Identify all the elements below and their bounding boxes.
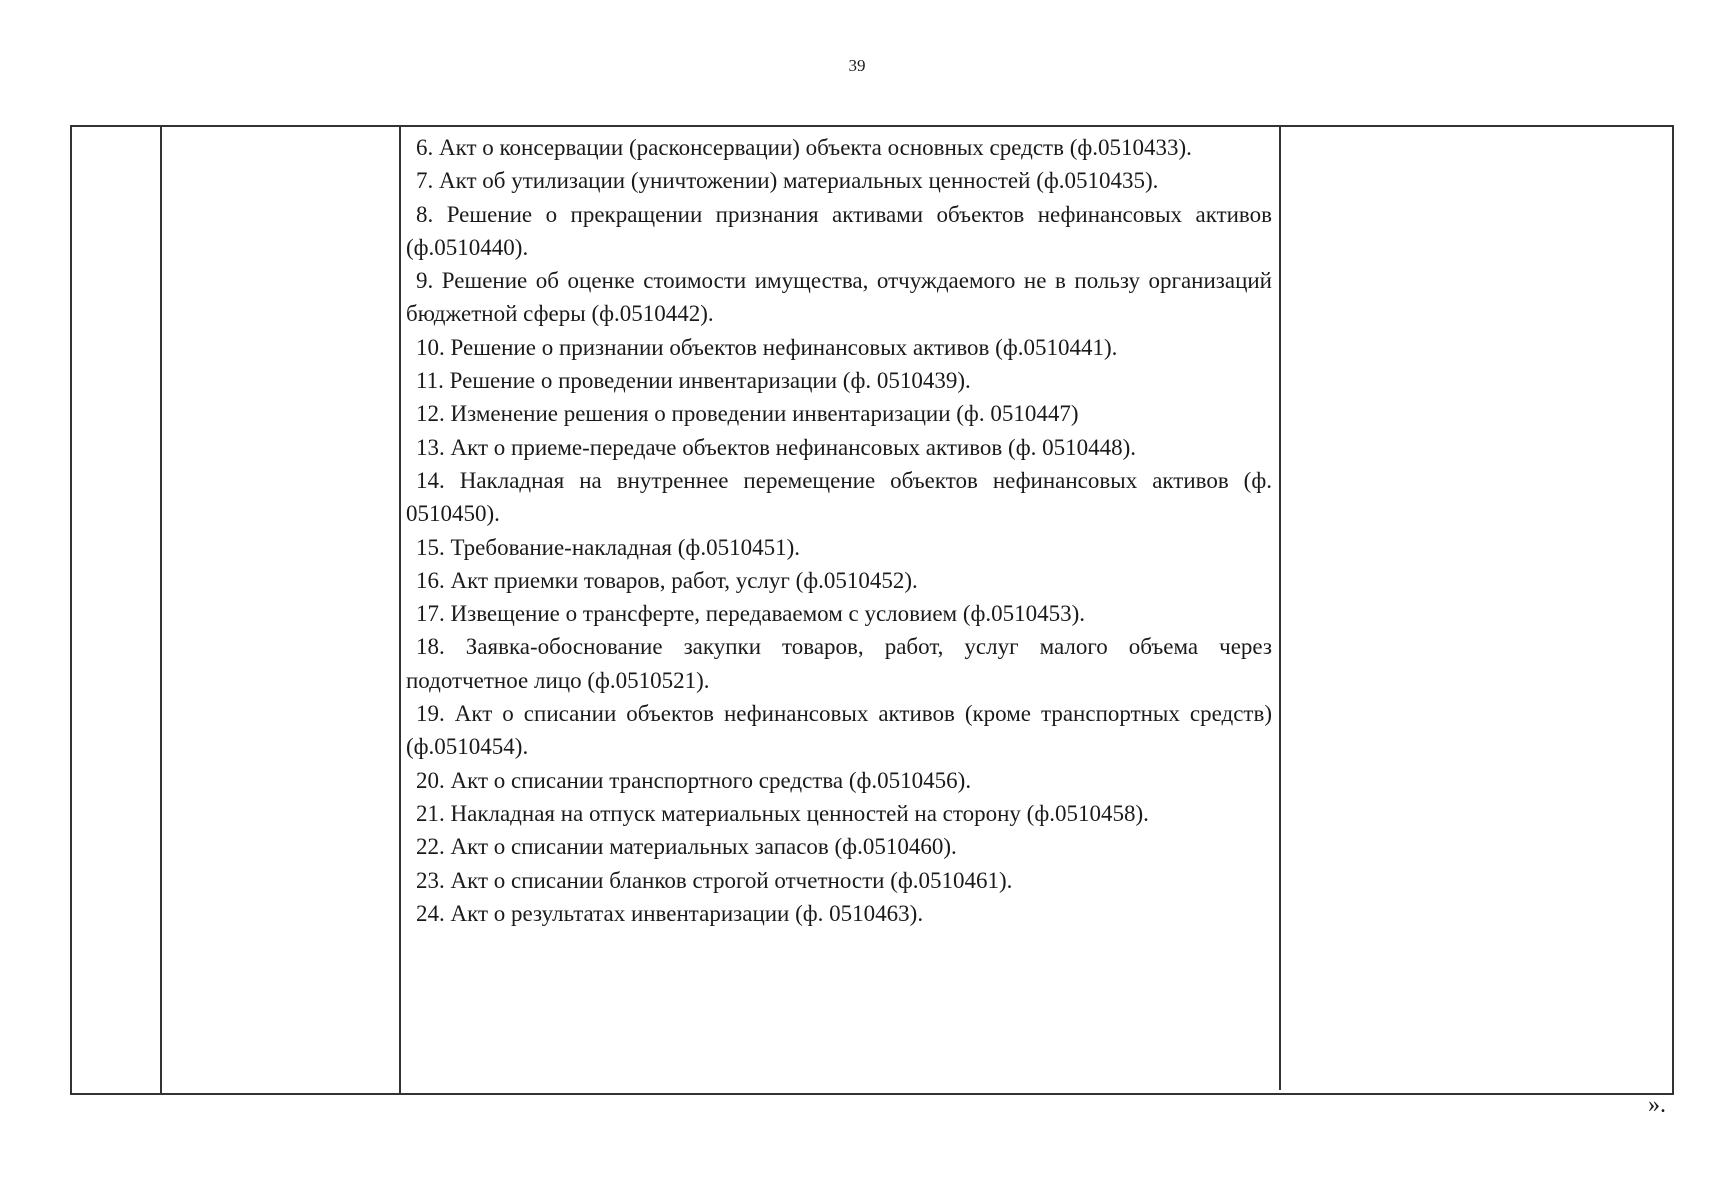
list-item: 11. Решение о проведении инвентаризации (ф. 0510439).: [416, 368, 971, 394]
page-number: 39: [848, 56, 866, 75]
list-item: 20. Акт о списании транспортного средства (ф.0510456).: [416, 767, 972, 793]
list-item: 12. Изменение решения о проведении инвентаризации (ф. 0510447): [416, 401, 1079, 427]
list-item: 19. Акт о списании объектов нефинансовых активов (кроме транспортных средств) (ф.0510454).: [406, 701, 1272, 760]
list-item: 9. Решение об оценке стоимости имущества, отчуждаемого не в пользу организаций бюджетной сферы (ф.0510442).: [406, 268, 1272, 327]
document-list: [406, 131, 1272, 930]
list-item: 22. Акт о списании материальных запасов (ф.0510460).: [416, 834, 957, 860]
list-item: 18. Заявка-обоснование закупки товаров, работ, услуг малого объема через подотчетное лицо (ф.0510521).: [406, 634, 1272, 693]
column-divider-3: [1279, 127, 1281, 1090]
column-divider-1: [160, 127, 162, 1093]
list-item: 23. Акт о списании бланков строгой отчетности (ф.0510461).: [416, 867, 1013, 893]
list-item: 24. Акт о результатах инвентаризации (ф. 0510463).: [416, 900, 924, 926]
list-item: 7. Акт об утилизации (уничтожении) материальных ценностей (ф.0510435).: [416, 168, 1159, 194]
list-item: 10. Решение о признании объектов нефинансовых активов (ф.0510441).: [416, 334, 1118, 360]
list-item: 15. Требование-накладная (ф.0510451).: [416, 534, 800, 560]
list-item: 16. Акт приемки товаров, работ, услуг (ф.0510452).: [416, 567, 918, 593]
document-table: [70, 125, 1674, 1095]
list-item: 17. Извещение о трансферте, передаваемом с условием (ф.0510453).: [416, 601, 1086, 627]
list-item: 21. Накладная на отпуск материальных ценностей на сторону (ф.0510458).: [416, 800, 1149, 826]
list-item: 14. Накладная на внутреннее перемещение объектов нефинансовых активов (ф. 0510450).: [406, 467, 1272, 527]
list-item: 8. Решение о прекращении признания активами объектов нефинансовых активов (ф.0510440).: [406, 201, 1272, 260]
list-item: 13. Акт о приеме-передаче объектов нефинансовых активов (ф. 0510448).: [416, 434, 1137, 460]
column-divider-2: [399, 127, 401, 1093]
closing-quote-mark: ».: [1648, 1092, 1666, 1118]
list-item: 6. Акт о консервации (расконсервации) объекта основных средств (ф.0510433).: [416, 135, 1192, 160]
